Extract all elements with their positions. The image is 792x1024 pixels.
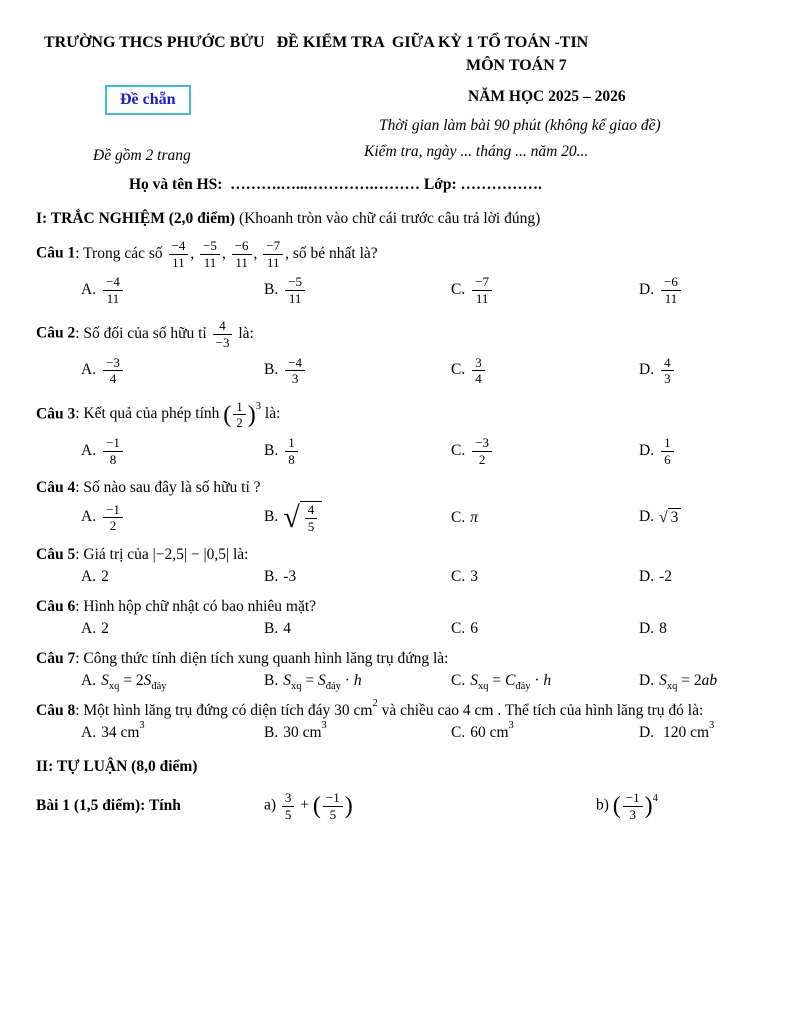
school-year: NĂM HỌC 2025 – 2026	[468, 88, 626, 105]
question-text: : Công thức tính diện tích xung quanh hình lăng trụ đứng là:	[75, 650, 449, 668]
exam-content	[0, 210, 792, 823]
answer-option	[264, 568, 451, 586]
question-label: Câu 8	[36, 702, 76, 720]
option-text: -2	[659, 568, 672, 586]
option-text: $\frac{3}{4}$	[470, 361, 487, 378]
question-block	[36, 479, 752, 534]
question-line	[36, 479, 752, 497]
answer-option	[639, 355, 752, 387]
option-key: C.	[451, 672, 466, 690]
option-key: D.	[639, 620, 655, 638]
option-text: $\frac{-5}{11}$	[283, 281, 307, 298]
question-label: Câu 1	[36, 244, 76, 262]
answer-option	[264, 620, 451, 638]
option-text: $\frac{-6}{11}$	[659, 281, 683, 298]
exercise-1-part-a: a) $\frac{3}{5}$ + ( $\frac{-1}{5}$ )	[264, 790, 353, 822]
answer-option	[639, 508, 752, 527]
option-key: D.	[639, 672, 655, 690]
option-text: 4	[283, 620, 291, 638]
option-key: B.	[264, 620, 279, 638]
option-key: D.	[639, 568, 655, 586]
option-key: A.	[81, 508, 97, 526]
option-text: $S_{xq} = S_{đáy} \cdot h$	[283, 672, 362, 693]
question-block	[36, 698, 752, 742]
question-block	[36, 399, 752, 467]
option-key: B.	[264, 441, 279, 459]
option-key: D.	[639, 441, 655, 459]
options-row	[81, 672, 752, 693]
option-key: C.	[451, 568, 466, 586]
options-row	[81, 274, 752, 306]
answer-option	[639, 620, 752, 638]
questions-list	[36, 238, 752, 742]
option-text: √ $\frac{4}{5}$	[283, 508, 322, 525]
question-line	[36, 546, 752, 564]
question-text: : Hình hộp chữ nhật có bao nhiêu mặt?	[75, 598, 317, 616]
question-line	[36, 598, 752, 616]
question-label: Câu 7	[36, 650, 76, 668]
question-label: Câu 4	[36, 479, 76, 497]
option-key: C.	[451, 441, 466, 459]
section-2-title: II: TỰ LUẬN (8,0 điểm)	[36, 758, 198, 776]
answer-option	[81, 720, 264, 742]
subject-line: MÔN TOÁN 7	[466, 57, 567, 74]
option-text: $S_{xq} = 2S_{đáy}$	[101, 672, 167, 693]
option-key: A.	[81, 441, 97, 459]
question-block	[36, 318, 752, 386]
question-label: Câu 2	[36, 325, 76, 343]
question-text: : Số đối của số hữu tỉ $\frac{4}{-3}$ là:	[75, 318, 254, 350]
option-text: $\frac{-3}{2}$	[470, 442, 494, 459]
question-block	[36, 598, 752, 638]
answer-option	[81, 672, 264, 693]
option-text: 34 $cm^3$	[101, 720, 145, 742]
question-label: Câu 6	[36, 598, 76, 616]
question-label: Câu 3	[36, 405, 76, 423]
exam-date-line: Kiểm tra, ngày ... tháng ... năm 20...	[364, 143, 589, 160]
answer-option	[264, 672, 451, 693]
options-row	[81, 568, 752, 586]
option-text: $\frac{-4}{3}$	[283, 361, 307, 378]
option-text: $\frac{1}{6}$	[659, 442, 676, 459]
option-text: $S_{xq} = C_{đáy} \cdot h$	[470, 672, 552, 693]
question-line	[36, 650, 752, 668]
pages-note: Đề gồm 2 trang	[93, 147, 191, 164]
answer-option	[451, 720, 639, 742]
answer-option	[451, 355, 639, 387]
answer-option	[451, 620, 639, 638]
answer-option	[264, 435, 451, 467]
option-text: $S_{xq} = 2ab$	[659, 672, 718, 693]
option-text: 6	[470, 620, 478, 638]
option-key: B.	[264, 508, 279, 526]
exercise-1-label: Bài 1 (1,5 điểm): Tính	[36, 797, 181, 815]
option-text: π	[470, 508, 478, 526]
option-key: A.	[81, 620, 97, 638]
question-label: Câu 5	[36, 546, 76, 564]
option-key: D.	[639, 361, 655, 379]
option-text: $\frac{-4}{11}$	[101, 281, 125, 298]
option-text: 120 $cm^3$	[659, 720, 715, 742]
option-key: A.	[81, 361, 97, 379]
answer-option	[451, 672, 639, 693]
option-text: -3	[283, 568, 297, 586]
question-text: : Trong các số $\frac{-4}{11}$ , $\frac{-5}{11}$ , $\frac{-6}{11}$ , $\frac{-7}{11}$ , số bé nhất là?	[75, 238, 378, 270]
section-1-title	[36, 210, 752, 228]
options-row	[81, 501, 752, 534]
question-line	[36, 238, 752, 270]
answer-option	[639, 274, 752, 306]
option-text: 8	[659, 620, 667, 638]
option-text: 3	[470, 568, 478, 586]
answer-option	[639, 672, 752, 693]
exercise-1-part-b: b) ( $\frac{-1}{3}$ ) $^4$	[596, 790, 658, 822]
answer-option	[451, 274, 639, 306]
option-key: C.	[451, 620, 466, 638]
option-key: D.	[639, 280, 655, 298]
option-key: C.	[451, 280, 466, 298]
option-text: $\frac{-1}{8}$	[101, 442, 125, 459]
option-key: A.	[81, 280, 97, 298]
exam-header	[0, 0, 792, 204]
option-text: $\frac{4}{3}$	[659, 361, 676, 378]
answer-option	[451, 568, 639, 586]
option-text: $\frac{1}{8}$	[283, 442, 300, 459]
options-row	[81, 435, 752, 467]
option-text: $\frac{-1}{2}$	[101, 508, 125, 525]
answer-option	[81, 620, 264, 638]
option-key: B.	[264, 361, 279, 379]
question-text: : Một hình lăng trụ đứng có diện tích đáy 30 $cm^2$ và chiều cao 4 cm . Thể tích của hình lăng trụ đó là:	[75, 698, 704, 720]
option-text: 2	[101, 620, 109, 638]
option-text: 30 $cm^3$	[283, 720, 327, 742]
option-key: B.	[264, 672, 279, 690]
option-key: B.	[264, 280, 279, 298]
option-key: D.	[639, 724, 655, 742]
option-key: B.	[264, 568, 279, 586]
question-text: : Số nào sau đây là số hữu tỉ ?	[75, 479, 261, 497]
section-1-note: (Khoanh tròn vào chữ cái trước câu trả lời đúng)	[235, 210, 541, 227]
option-text: √ 3	[659, 508, 681, 525]
answer-option	[451, 509, 639, 527]
answer-option	[81, 355, 264, 387]
option-text: $\frac{-3}{4}$	[101, 361, 125, 378]
question-line	[36, 698, 752, 720]
answer-option	[81, 568, 264, 586]
option-key: C.	[451, 361, 466, 379]
option-key: A.	[81, 724, 97, 742]
option-text: 60 $cm^3$	[470, 720, 514, 742]
answer-option	[81, 274, 264, 306]
answer-option	[264, 720, 451, 742]
answer-option	[264, 274, 451, 306]
exercise-1-row	[36, 790, 752, 822]
question-text: : Kết quả của phép tính ( $\frac{1}{2}$ ) $^3$ là:	[75, 398, 281, 431]
answer-option	[81, 435, 264, 467]
exam-variant-badge: Đề chẵn	[105, 85, 191, 115]
option-key: A.	[81, 568, 97, 586]
option-key: C.	[451, 508, 466, 526]
school-and-title-line: TRƯỜNG THCS PHƯỚC BỬU ĐỀ KIỂM TRA GIỮA KỲ 1 TỔ TOÁN -TIN	[44, 34, 589, 51]
options-row	[81, 620, 752, 638]
answer-option	[639, 435, 752, 467]
question-block	[36, 650, 752, 693]
option-text: 2	[101, 568, 109, 586]
section-1-heading: I: TRẮC NGHIỆM (2,0 điểm)	[36, 210, 236, 227]
answer-option	[264, 501, 451, 534]
option-text: $\frac{-7}{11}$	[470, 281, 494, 298]
answer-option	[81, 502, 264, 534]
option-key: D.	[639, 508, 655, 526]
options-row	[81, 720, 752, 742]
question-text: : Giá trị của |−2,5| − |0,5| là:	[75, 546, 249, 564]
options-row	[81, 355, 752, 387]
student-name-line: Họ và tên HS: ……….…...………….……… Lớp: …………….	[129, 176, 542, 193]
answer-option	[639, 568, 752, 586]
option-key: C.	[451, 724, 466, 742]
question-block	[36, 238, 752, 306]
option-key: A.	[81, 672, 97, 690]
question-line	[36, 318, 752, 350]
exam-duration: Thời gian làm bài 90 phút (không kể giao đề)	[379, 117, 661, 134]
answer-option	[264, 355, 451, 387]
question-block	[36, 546, 752, 586]
question-line	[36, 399, 752, 431]
option-key: B.	[264, 724, 279, 742]
answer-option	[451, 435, 639, 467]
answer-option	[639, 720, 752, 742]
